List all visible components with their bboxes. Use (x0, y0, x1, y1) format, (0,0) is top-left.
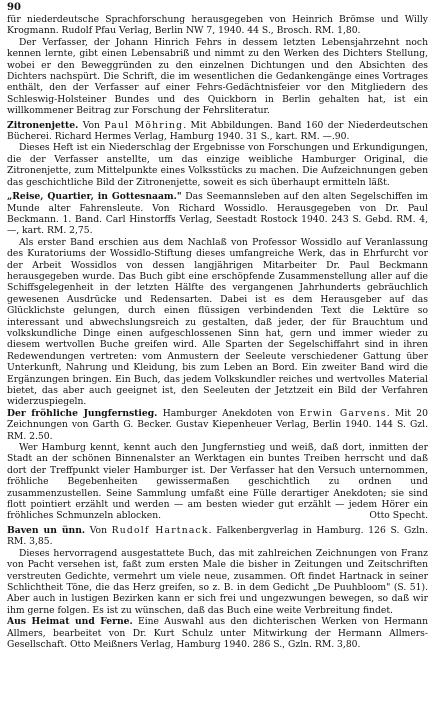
entry-author: Rudolf Hartnack (111, 524, 209, 536)
entry-review: Als erster Band erschien aus dem Nachlaß von Professor Wossidlo auf Veranlassung des Kuratoriums der Wossidlo-Stiftung dieses umfangreiche Werk, das in Ehrfurcht vor der Arbeit Wossidlos von dessen langjährigen Mitarbeiter Dr. Paul Beckmann herausgegeben wurde. Das Buch gibt eine erschöpfende Zusammenstellung aller auf die Schiffsgelegenheit in der letzten Hälfte des vergangenen Jahrhunderts gebräuchlich gewesenen Ausdrücke und Redensarten. Dabei ist es dem Herausgeber auf das Glücklichste gelungen, durch einen flüssigen verbindenden Text die Lektüre so interessant und abwechslungsreich zu gestalten, daß jeder, der für Brauchtum und volkskundliche Dinge einen aufgeschlossenen Sinn hat, gern und immer wieder zu diesem wertvollen Buche greifen wird. Alle Sparten der Segelschiffahrt sind in ihren Redewendungen vertreten: vom Anmustern der Seeleute verschiedener Gattung über Unterkunft, Nahrung und Kleidung, bis zum Leben an Bord. Ein zweiter Band wird die Ergänzungen bringen. Ein Buch, das jedem Volkskundler reiches und wertvolles Material bietet, das aber auch geeignet ist, den Seeleuten der Jetztzeit ein Bild der Verfahren widerzuspiegeln. (7, 236, 428, 408)
entry-biblio-prefix: Von (82, 119, 100, 131)
entry-title: Zitronenjette. (7, 119, 79, 131)
entry-heading (7, 120, 428, 143)
entry-biblio-prefix: Von (89, 524, 107, 536)
entry-biblio: . Mit 20 Zeichnungen von Garth G. Becker. Gustav Kiepenheuer Verlag, Berlin 1940. 144 S. Gzl. RM. 2.50. (7, 407, 428, 442)
entry-title: Baven un ünn. (7, 524, 86, 536)
entry-title: Aus Heimat und Ferne. (7, 616, 133, 628)
entry-heading (7, 525, 428, 548)
entry-review: Dieses hervorragend ausgestattete Buch, das mit zahlreichen Zeichnungen von Franz von Pacht versehen ist, faßt zum ersten Male die bisher in Zeitungen und Zeitschriften verstreuten Gedichte, vermehrt um viele neue, zusammen. Oft findet Hartnack in seiner Schlichtheit Töne, die das Herz greifen, so z. B. in dem Gedicht „De Puuhbloom" (S. 51). Aber auch in lustigen Bezirken kann er sich frei und ungezwungen bewegen, so daß wir ihm gerne folgen. Es ist zu wünschen, daß das Buch eine weite Verbreitung findet. (7, 547, 428, 616)
entry-heading (7, 616, 428, 650)
entry-heading (7, 408, 428, 442)
page-number: 90 (7, 2, 21, 13)
entry-author: Paul Möhring (104, 119, 184, 131)
entry-title: Der fröhliche Jungfernstieg. (7, 407, 158, 419)
entry-review: Dieses Heft ist ein Niederschlag der Ergebnisse von Forschungen und Erkundigungen, die der Verfasser anstellte, um das einzige weibliche Hamburger Original, die Zitronenjette, zum Mittelpunkte eines Volksstücks zu machen. Die Aufzeichnungen geben das geschichtliche Bild der Zitronenjette, soweit es sich überhaupt ermitteln läßt. (7, 142, 428, 188)
entry-biblio: . Mit Abbildungen. Band 160 der Niederdeutschen Bücherei. Richard Hermes Verlag, Hamburg 1940. 31 S., kart. RM. —.90. (7, 119, 428, 143)
entry-review (7, 442, 428, 522)
entry-author: Erwin Garvens (299, 407, 387, 419)
entry-biblio: Das Seemannsleben auf den alten Segelschiffen im Munde alter Fahrensleute. Von Richard Wossidlo. Herausgegeben von Dr. Paul Beckmann. 1. Band. Carl Hinstorffs Verlag, Seestadt Rostock 1940. 243 S. Gebd. RM. 4,—, kart. RM. 2,75. (7, 191, 429, 237)
carry-over-review: Der Verfasser, der Johann Hinrich Fehrs in dessem letzten Lebensjahrzehnt noch kennen lernte, gibt einen Lebensabriß und nimmt zu den Werken des Dichters Stellung, wobei er den Beweggründen zu den einzelnen Dichtungen und den Absichten des Dichters nachspürt. Die Schrift, die im wesentlichen die Gedankengänge eines Vortrages enthält, den der Verfasser auf einer Fehrs-Gedächtnisfeier vor den Mitgliedern des Schleswig-Holsteiner Bundes und des Quickborn in Berlin gehalten hat, ist ein willkommener Beitrag zur Forschung der Fehrsliteratur. (7, 36, 428, 117)
entry-biblio: Eine Auswahl aus den dichterischen Werken von Hermann Allmers, bearbeitet von Dr. Kurt Schulz unter Mitwirkung der Hermann Allmers-Gesellschaft. Otto Meißners Verlag, Hamburg 1940. 286 S., Gzln. RM. 3,80. (7, 616, 428, 650)
entry-biblio: . Falkenbergverlag in Hamburg. 126 S. Gzln. RM. 3,85. (7, 524, 428, 548)
entry-title: „Reise, Quartier, in Gottesnaam." (7, 191, 182, 203)
reviewer-signature: Otto Specht. (369, 510, 428, 522)
entry-heading (7, 191, 428, 237)
carry-over-bibliography: für niederdeutsche Sprachforschung herausgegeben von Heinrich Brömse und Willy Krogmann. Rudolf Pfau Verlag, Berlin NW 7, 1940. 44 S., Brosch. RM. 1,80. (7, 14, 428, 37)
entry-review-text: Wer Hamburg kennt, kennt auch den Jungfernstieg und weiß, daß dort, inmitten der Stadt an der schönen Binnenalster an Werktagen ein buntes Treiben herrscht und daß dort der Treffpunkt vieler Hamburger ist. Der Verfasser hat den Versuch unternommen, fröhliche Begebenheiten gewissermaßen geschichtlich zu ordnen und zusammenzustellen. Seine Sammlung umfaßt eine Fülle derartiger Anekdoten; sie sind flott pointiert erzählt und werden — am besten wieder gut erzählt — jedem Hörer ein fröhliches Schmunzeln ablocken. (7, 442, 428, 522)
entry-biblio-prefix: Hamburger Anekdoten von (162, 407, 295, 419)
